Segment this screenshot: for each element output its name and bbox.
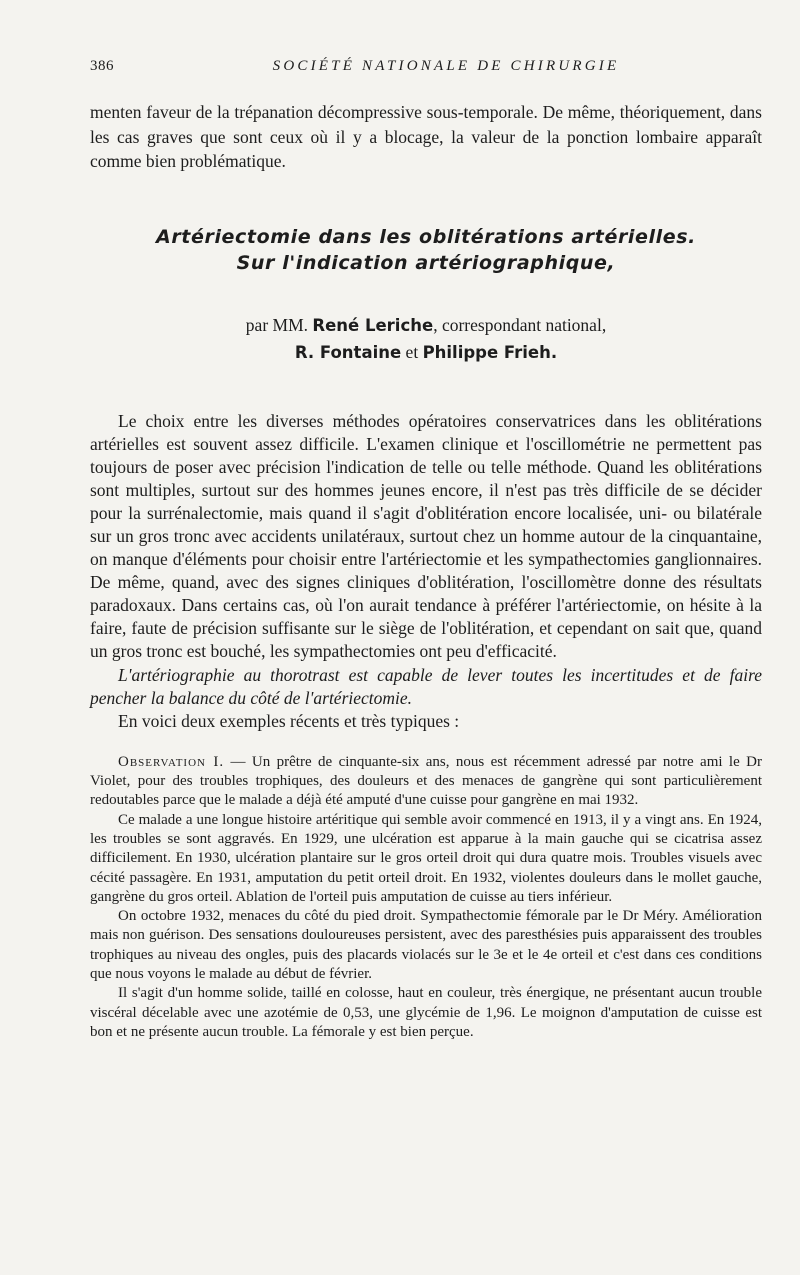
article-title-line-2: Sur l'indication artériographique, [236,251,616,274]
observation-paragraph-2: Ce malade a une longue histoire artéritique qui semble avoir commencé en 1913, il y a vingt ans. En 1924, les troubles se sont aggravés. En 1929, une ulcération est apparue à la main gauche qui se cicatrisa assez difficilement. En 1930, ulcération plantaire sur le gros orteil droit qui dura quatre mois. Troubles visuels avec cécité passagère. En 1931, amputation du petit orteil droit. En 1932, violentes douleurs dans le mollet gauche, gangrène du gros orteil. Ablation de l'orteil puis amputation de cuisse au tiers inférieur. [90,811,762,905]
body-paragraph-2: L'artériographie au thorotrast est capable de lever toutes les incertitudes et de faire pencher la balance du côté de l'artériectomie. [90,664,762,708]
page-number: 386 [90,58,114,74]
journal-title: SOCIÉTÉ NATIONALE DE CHIRURGIE [272,58,620,74]
authors-prefix: par MM. [245,314,309,335]
article-body [90,410,762,733]
authors-line-2 [90,339,762,366]
article-title [90,224,762,276]
author-1-role: , correspondant national, [433,314,607,335]
lead-paragraph: menten faveur de la trépanation décompressive sous-temporale. De même, théoriquement, dans les cas graves que sont ceux où il y a blocage, la valeur de la ponction lombaire apparaît comme bien problématique. [90,102,762,171]
observation-label: Observation I. [118,753,225,770]
author-2: R. Fontaine [294,342,402,362]
running-head [90,58,762,86]
author-1: René Leriche [312,315,434,335]
observation-paragraph-4: Il s'agit d'un homme solide, taillé en colosse, haut en couleur, très énergique, ne présentant aucun trouble viscéral décelable avec une azotémie de 0,53, une glycémie de 1,96. Le moignon d'amputation de cuisse est bon et ne présente aucun trouble. La fémorale y est bien perçue. [90,985,762,1040]
observation-paragraph-3: On octobre 1932, menaces du côté du pied droit. Sympathectomie fémorale par le Dr Méry. Amélioration mais non guérison. Des sensations douloureuses persistent, avec des paresthésies puis apparaissent des troubles trophiques au niveau des ongles, puis des placards violacés sur le 3e et le 4e orteil et c'est dans ces conditions que nous voyons le malade au début de février. [90,908,762,983]
observation-section [90,753,762,1042]
body-paragraph-3: En voici deux exemples récents et très typiques : [118,710,460,731]
authors [90,312,762,366]
body-paragraph-1: Le choix entre les diverses méthodes opératoires conservatrices dans les oblitérations artérielles est souvent assez difficile. L'examen clinique et l'oscillométrie ne permettent pas toujours de poser avec précision l'indication de telle ou telle méthode. Quand les oblitérations sont multiples, surtout sur des hommes jeunes encore, il n'est pas très difficile de se décider pour la surrénalectomie, mais quand il s'agit d'oblitération encore localisée, uni- ou bilatérale sur un gros tronc avec accidents unilatéraux, surtout chez un homme autour de la cinquantaine, on manque d'éléments pour choisir entre l'artériectomie et les sympathectomies ganglionnaires. De même, quand, avec des signes cliniques d'oblitération, l'oscillomètre donne des résultats paradoxaux. Dans certains cas, où l'on aurait tendance à préférer l'artériectomie, on hésite à la faire, faute de précision suffisante sur le siège de l'oblitération, et cependant on sait que, quand un gros tronc est bouché, les sympathectomies ont peu d'efficacité. [90,410,762,662]
authors-line-1 [90,312,762,339]
authors-conjunction: et [405,341,419,362]
observation-paragraph-1 [90,753,762,811]
observation-text-1: — Un prêtre de cinquante-six ans, nous est récemment adressé par notre ami le Dr Violet, pour des troubles trophiques, des douleurs et des menaces de gangrène qui sont particulièrement redoutables parce que le malade a déjà été amputé d'une cuisse pour gangrène en mai 1932. [90,753,762,809]
article-title-line-1: Artériectomie dans les oblitérations artérielles. [156,225,696,248]
author-3: Philippe Frieh. [422,342,558,362]
